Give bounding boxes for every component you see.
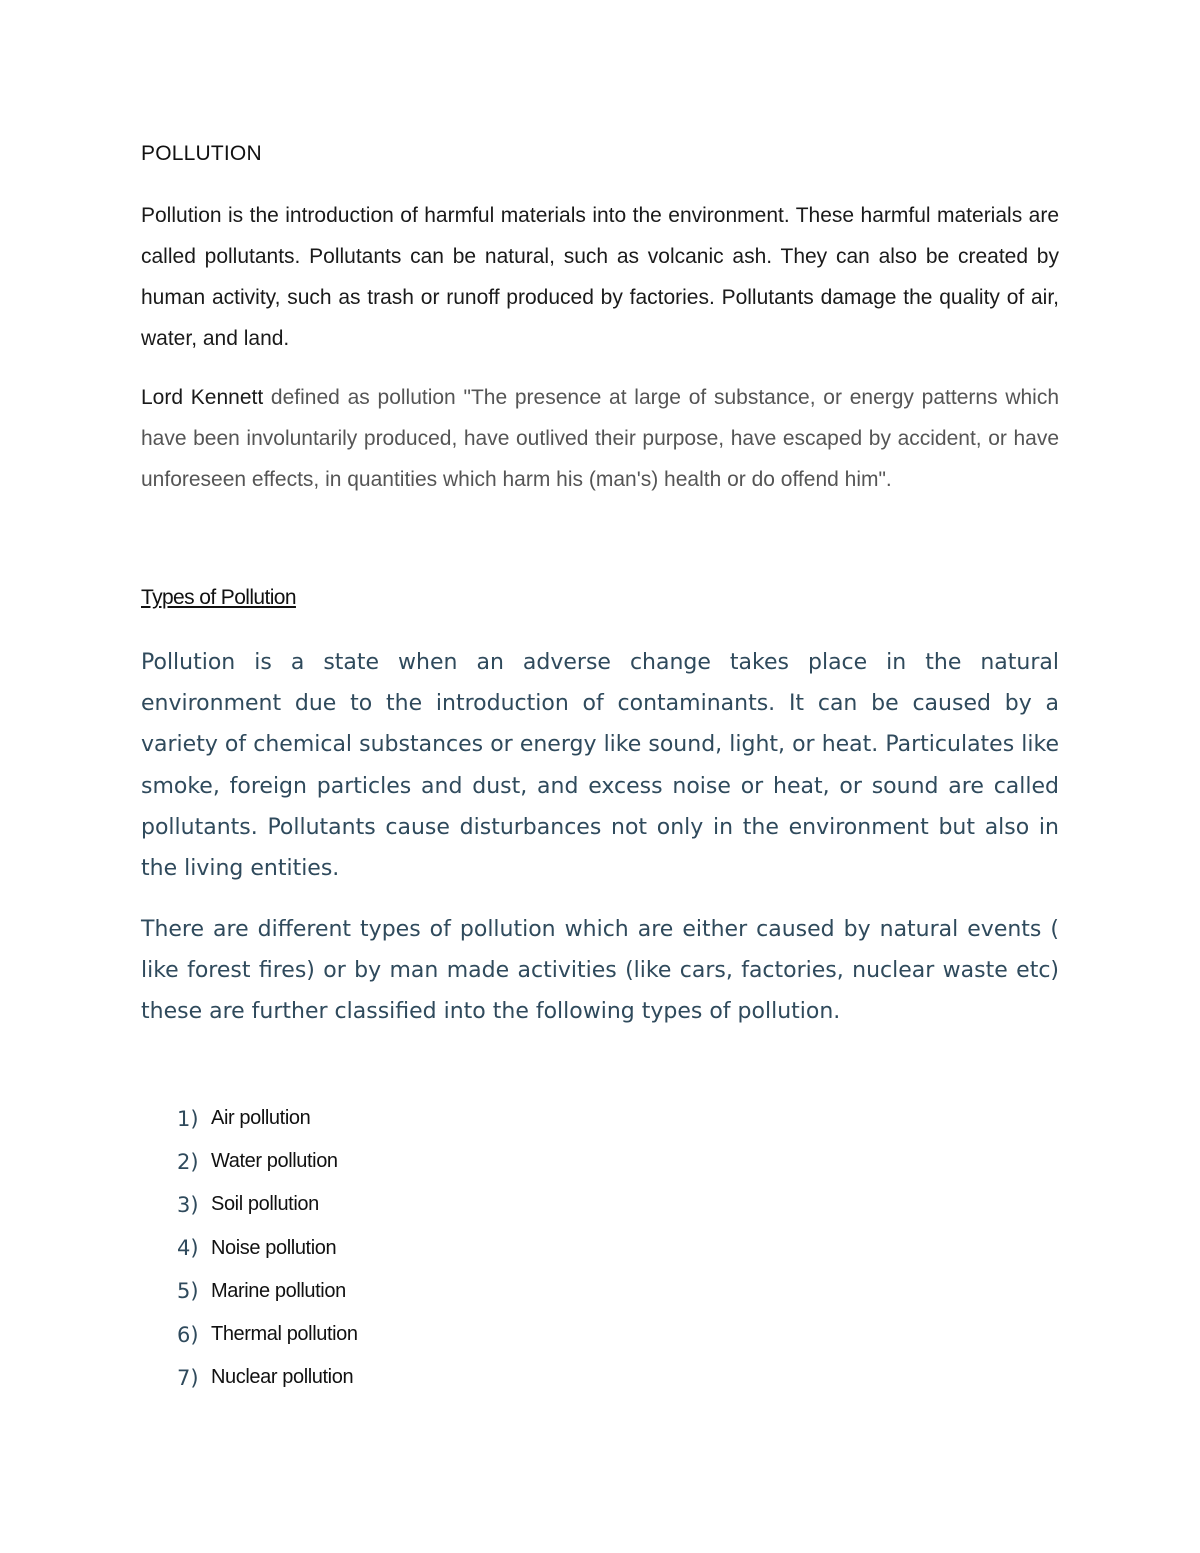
list-item <box>177 1356 358 1399</box>
list-item-number: 7) <box>177 1365 199 1390</box>
kennett-quote: defined as pollution "The presence at large of substance, or energy patterns which have been involuntarily produced, have outlived their purpose, have escaped by accident, or have unforeseen effects, in quantities which harm his (man's) health or do offend him". <box>141 386 1060 491</box>
state-paragraph: Pollution is a state when an adverse change takes place in the natural environment due to the introduction of contaminants. It can be caused by a variety of chemical substances or energy like sound, light, or heat. Particulates like smoke, foreign particles and dust, and excess noise or heat, or sound are called pollutants. Pollutants cause disturbances not only in the environment but also in the living entities. <box>141 650 1059 882</box>
list-item-number: 6) <box>177 1322 199 1347</box>
list-item <box>177 1227 358 1270</box>
list-item-number: 3) <box>177 1192 199 1217</box>
kennett-name: Lord Kennett <box>141 386 264 409</box>
section-heading-types: Types of Pollution <box>141 586 296 609</box>
list-item <box>177 1313 358 1356</box>
pollution-types-list <box>177 1097 358 1399</box>
list-item-label: Air pollution <box>211 1107 311 1130</box>
kennett-definition-paragraph <box>141 377 1059 500</box>
list-item <box>177 1140 358 1183</box>
list-item <box>177 1097 358 1140</box>
list-item-number: 2) <box>177 1149 199 1174</box>
types-paragraph: There are different types of pollution which are either caused by natural events ( like forest fires) or by man made activities (like cars, factories, nuclear waste etc) these are further classified into the following types of pollution. <box>141 917 1059 1025</box>
list-item-number: 4) <box>177 1236 199 1261</box>
list-item <box>177 1270 358 1313</box>
list-item-label: Nuclear pollution <box>211 1366 354 1389</box>
document-title: POLLUTION <box>141 142 262 165</box>
list-item <box>177 1183 358 1226</box>
list-item-label: Marine pollution <box>211 1279 346 1302</box>
intro-paragraph: Pollution is the introduction of harmful materials into the environment. These harmful materials are called pollutants. Pollutants can be natural, such as volcanic ash. They can also be created by human activity, such as trash or runoff produced by factories. Pollutants damage the quality of air, water, and land. <box>141 204 1059 350</box>
list-item-number: 5) <box>177 1279 199 1304</box>
list-item-label: Noise pollution <box>211 1236 337 1259</box>
list-item-label: Water pollution <box>211 1150 338 1173</box>
list-item-label: Thermal pollution <box>211 1323 358 1346</box>
list-item-number: 1) <box>177 1106 199 1131</box>
list-item-label: Soil pollution <box>211 1193 319 1216</box>
